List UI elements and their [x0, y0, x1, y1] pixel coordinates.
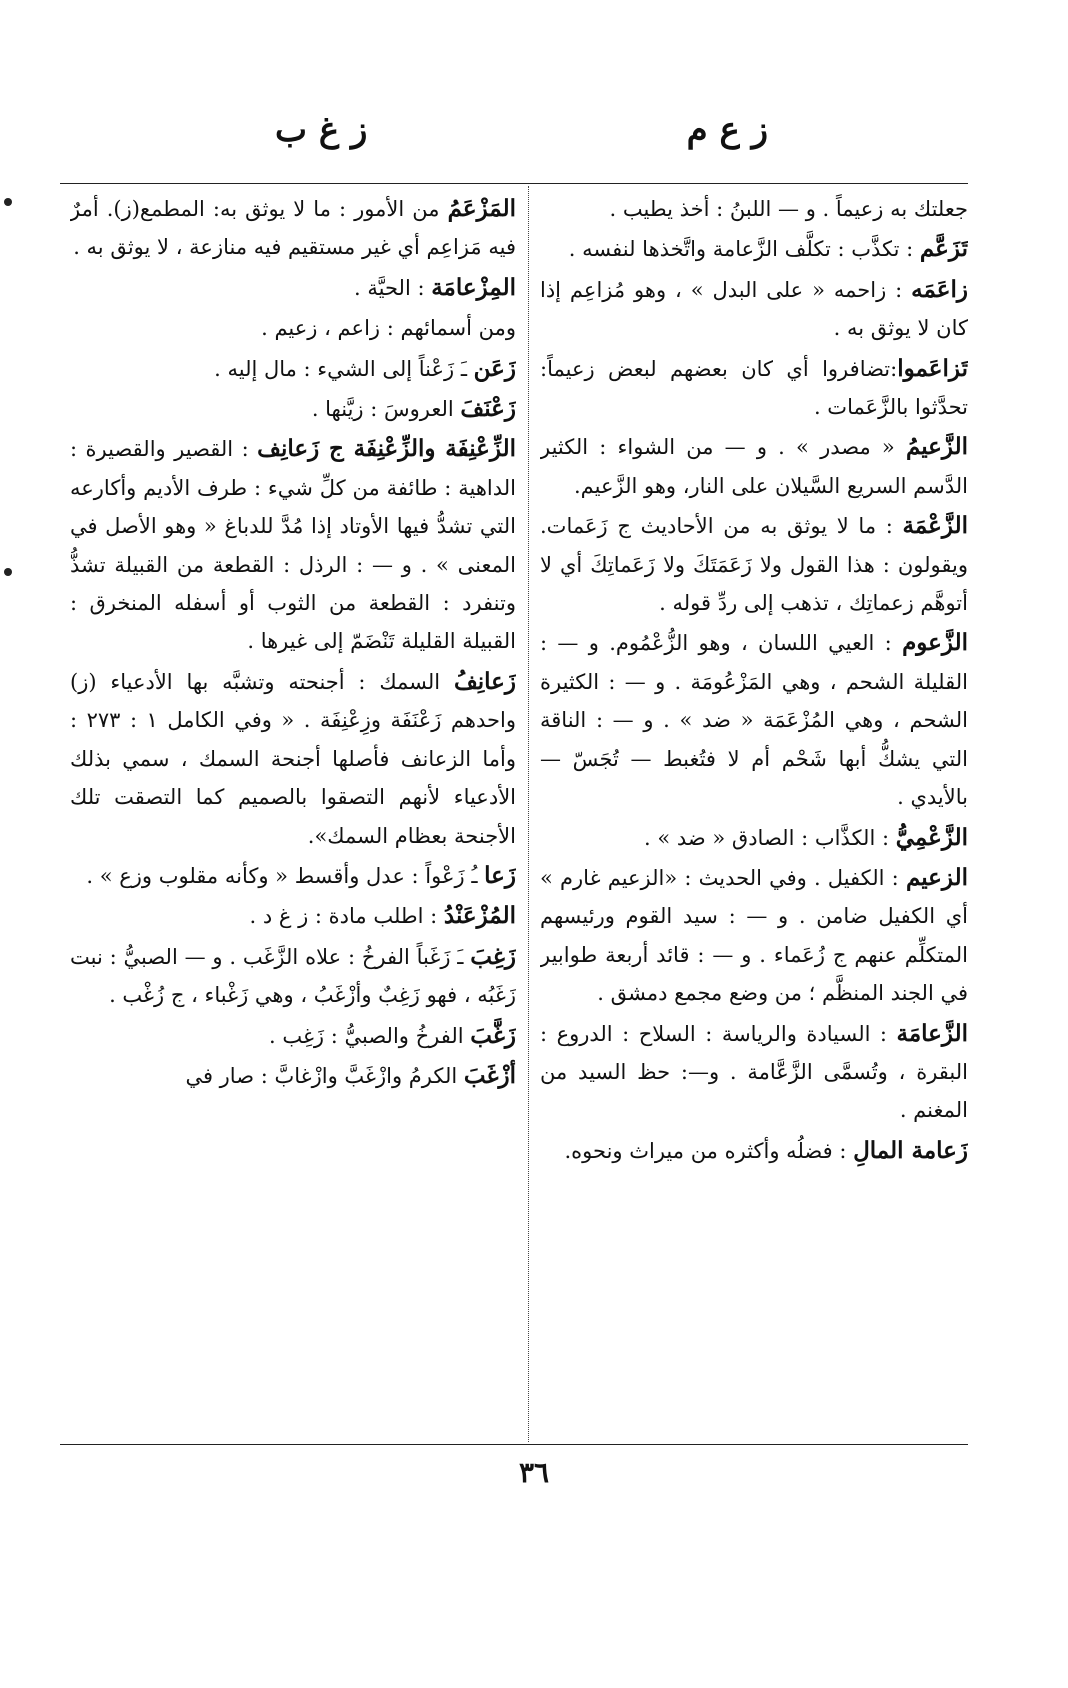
dictionary-entry	[70, 663, 516, 855]
dictionary-entry	[70, 190, 516, 267]
entry-definition: : فضلُه وأكثره من ميراث ونحوه.	[564, 1138, 854, 1163]
dictionary-entry	[540, 428, 968, 505]
entry-headword: زاعَمَه	[911, 275, 968, 303]
entry-definition: : ما لا يوثق به من الأحاديث ج زَعَمات. ويقولون : هذا القول ولا زَعَمَتَكَ ولا زَعَماتِكَ أي لا أتوهَّم زعماتِك ، تذهب إلى ردِّ قوله .	[540, 514, 968, 616]
entry-headword: المَزْعَمُ	[447, 195, 516, 222]
entry-definition: : القصير والقصيرة : الداهية : طائفة من كلِّ شيء : طرف الأديم وأكارعه التي تشدُّ فيها الأوتاد إذا مُدَّ للدباغ « وهو الأصل في المعنى » . و — : الرذل : القطعة من القبيلة تشذُّ وتنفرد : القطعة من الثوب أو أسفله المنخرق : القبيلة القليلة تَنْضَمّ إلى غيرها .	[70, 437, 516, 654]
entry-headword: أزْغَبَ	[463, 1061, 516, 1089]
left-column	[70, 190, 516, 1440]
entry-definition: العروسَ : زيَّنها .	[311, 397, 461, 422]
entry-definition: : الكذَّاب : الصادق « ضد » .	[643, 825, 896, 850]
entry-definition: : العيي اللسان ، وهو الزُّعْمُوم. و — : القليلة الشحم ، وهي المَزْعُومَة . و — : الكثيرة الشحم ، وهي المُزْعَمَة « ضد » . و — : الناقة التي يشكُّ أبها شَحْم أم لا فتُغبط — تُجَسّ — بالأيدي .	[540, 631, 968, 810]
dictionary-entry	[540, 230, 968, 268]
entry-headword: الزَّعْمَة	[902, 512, 968, 540]
dictionary-entry	[540, 624, 968, 816]
dictionary-entry	[70, 938, 516, 1015]
entry-headword: الزَّعْمِيُّ	[895, 823, 968, 851]
dictionary-entry	[70, 1017, 516, 1055]
dictionary-entry	[540, 350, 968, 427]
left-column-root-heading: ز غ ب	[275, 110, 368, 150]
entry-definition: السمك : أجنحته وتشبَّه بها الأدعياء (ز) واحدهم زَعْنَفَة وزِعْنِفَة . « وفي الكامل ١ : ٢٧٣ : وأما الزعانف فأصلها أجنحة السمك ، سمي بذلك الأدعياء لأنهم التصقوا بالصميم كما التصقت تلك الأجنحة بعظام السمك».	[70, 669, 516, 848]
entry-headword: زَغِبَ	[470, 942, 516, 970]
right-column	[540, 190, 968, 1440]
entry-headword: الزِّعْنِفَة والزِّعْنِفَة ج زَعانِف	[257, 435, 516, 463]
entry-definition: جعلتك به زعيماً . و — اللبنُ : أخذ يطيب .	[609, 197, 968, 221]
dictionary-entry	[70, 350, 516, 388]
entry-definition: « مصدر » . و — من الشواء : الكثير الدَّسم السريع السَّيلان على النار، وهو الزَّعيم.	[540, 435, 968, 498]
entry-headword: المِزْعامَة	[431, 273, 516, 301]
entry-headword: المُزْعَنْدُ	[443, 902, 516, 930]
entry-headword: زَعَن	[473, 354, 516, 382]
entry-headword: زَغَّبَ	[470, 1021, 516, 1049]
dictionary-entry	[70, 269, 516, 307]
entry-headword: تَزاعَموا	[897, 354, 968, 382]
entry-headword: زَعا	[484, 861, 516, 889]
entry-definition: : زاحمه « على البدل » ، وهو مُزاعِم إذا كان لا يوثق به .	[540, 277, 968, 341]
entry-definition: : السيادة والرياسة : السلاح : الدروع : البقرة ، وتُسمَّى الزَّعَّامة . و—: حظ السيد من المغنم .	[540, 1021, 968, 1123]
entry-definition: ـُ زَعْواً : عدل وأقسط « وكأنه مقلوب وزع » .	[86, 863, 485, 888]
entry-definition: الفرخُ والصبيُّ : زَغِب .	[268, 1023, 471, 1048]
dictionary-entry	[70, 857, 516, 895]
entry-definition: من الأمور : ما لا يوثق به: المطمع(ز). أمرٌ فيه مَزاعِم أي غير مستقيم فيه منازعة ، لا يوثق به .	[70, 197, 516, 260]
entry-headword: زَعانِفُ	[453, 667, 516, 695]
entry-definition: : تكذَّب : تكلَّف الزَّعامة واتَّخذها لنفسه .	[568, 237, 920, 262]
entry-headword: الزَّعامَة	[896, 1019, 968, 1047]
entry-definition: ومن أسمائهم : زاعم ، زعيم .	[261, 316, 516, 341]
entry-headword: الزعيم	[905, 863, 968, 891]
dictionary-entry	[70, 897, 516, 935]
entry-definition: :تضافروا أي كان بعضهم لبعض زعيماً: تحدَّثوا بالزَّعَمات .	[540, 356, 968, 420]
margin-mark	[4, 198, 12, 206]
entry-definition: ـَ زَغَباً الفرخُ : علاه الزَّغَب . و — الصبيُّ : نبت زَغَبُه ، فهو زَغِبٌ وأزْغَبُ ، وهي زَغْباء ، ج زُغْب .	[70, 944, 516, 1008]
dictionary-entry	[540, 190, 968, 228]
entry-headword: الزَّعيمُ	[905, 433, 968, 461]
entry-definition: الكرمُ وازْغَبَّ وازْغابَّ : صار في	[185, 1063, 464, 1088]
dictionary-entry	[70, 1057, 516, 1095]
dictionary-entry	[540, 859, 968, 1013]
dictionary-entry	[540, 1132, 968, 1170]
entry-headword: تَزَعَّم	[919, 235, 968, 263]
dictionary-entry	[540, 1015, 968, 1130]
bottom-rule	[60, 1444, 968, 1445]
dictionary-entry	[540, 507, 968, 622]
dictionary-entry	[540, 819, 968, 857]
top-rule	[60, 183, 968, 184]
entry-headword: زَعامة المالِ	[853, 1136, 968, 1164]
entry-definition: ـَ زَعْناً إلى الشيء : مال إليه .	[214, 356, 474, 381]
dictionary-entry	[70, 430, 516, 660]
dictionary-entry	[540, 271, 968, 348]
entry-definition: : اطلب مادة : ز غ د .	[249, 904, 444, 929]
entry-headword: الزَّعوم	[902, 629, 968, 657]
page-number: ٣٦	[518, 1456, 550, 1489]
column-divider	[528, 186, 529, 1442]
right-column-root-heading: ز ع م	[686, 110, 768, 150]
entry-definition: : الكفيل . وفي الحديث : «الزعيم غارم » أي الكفيل ضامن . و — : سيد القوم ورئيسهم المتكلِّم عنهم ج زُعَماء . و — : قائد أربعة طوابير في الجند المنظَّم ؛ من وضع مجمع دمشق .	[540, 865, 968, 1006]
dictionary-entry	[70, 390, 516, 428]
entry-definition: : الحيَّة .	[354, 275, 432, 300]
entry-headword: زَعْنَفَ	[460, 395, 516, 423]
margin-mark	[4, 568, 12, 576]
dictionary-entry	[70, 309, 516, 347]
